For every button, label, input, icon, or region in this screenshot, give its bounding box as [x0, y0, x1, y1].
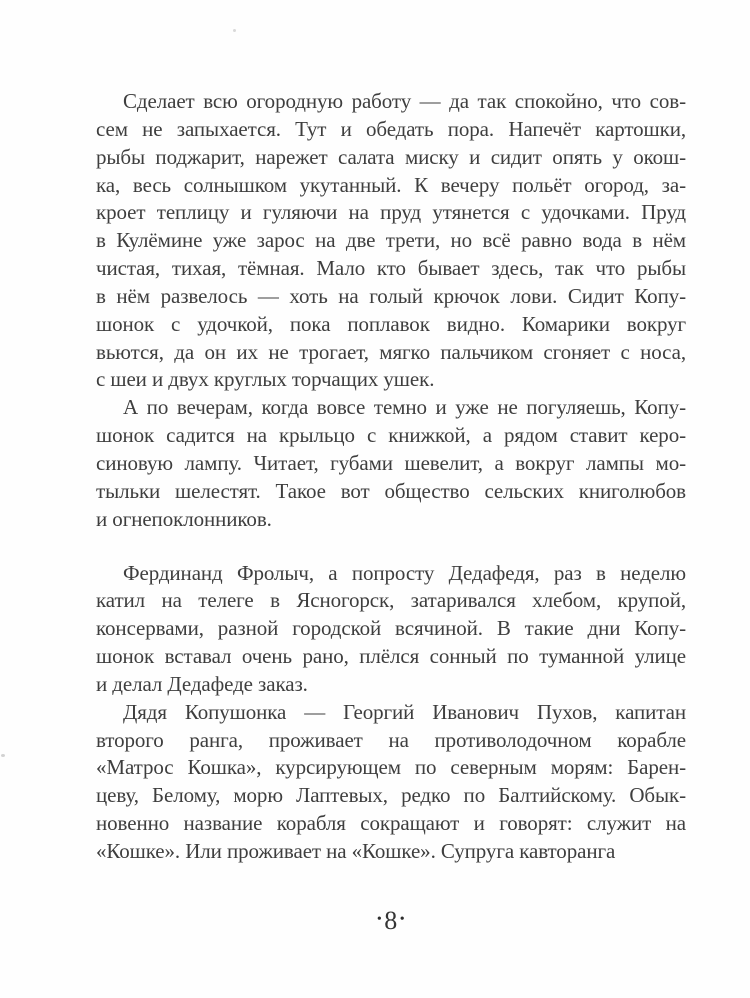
footer-dot-right: • — [399, 912, 406, 927]
text-line: с шеи и двух круглых торчащих ушек. — [96, 367, 435, 392]
text-line: тыльки шелестят. Такое вот общество сельских книголюбов — [96, 478, 686, 503]
text-line: цеву, Белому, морю Лаптевых, редко по Балтийскому. Обык- — [96, 783, 686, 808]
text-line: катил на телеге в Ясногорск, затаривался хлебом, крупой, — [96, 588, 686, 613]
text-line: «Кошке». Или проживает на «Кошке». Супруга кавторанга — [96, 838, 616, 863]
text-line: шонок с удочкой, пока поплавок видно. Комарики вокруг — [96, 311, 686, 336]
text-line: А по вечерам, когда вовсе темно и уже не погуляешь, Копу- — [123, 395, 686, 420]
scan-speck — [233, 29, 236, 32]
page-number — [375, 906, 407, 935]
text-line: сем не запыхается. Тут и обедать пора. Напечёт картошки, — [96, 116, 686, 141]
text-line: «Матрос Кошка», курсирующем по северным морям: Барен- — [96, 755, 686, 780]
text-line: рыбы поджарит, нарежет салата миску и сидит опять у окош- — [96, 144, 686, 169]
text-line: Дядя Копушонка — Георгий Иванович Пухов, капитан — [123, 699, 686, 724]
text-line: кроет теплицу и гуляючи на пруд утянется с удочками. Пруд — [96, 200, 686, 225]
text-line: второго ранга, проживает на противолодочном корабле — [96, 727, 686, 752]
text-line: Фердинанд Фролыч, а попросту Дедафедя, раз в неделю — [123, 560, 686, 585]
paragraph — [96, 88, 686, 394]
text-line: в нём развелось — хоть на голый крючок лови. Сидит Копу- — [96, 283, 686, 308]
text-line: шонок садится на крыльцо с книжкой, а рядом ставит керо- — [96, 423, 686, 448]
text-line: новенно название корабля сокращают и говорят: служит на — [96, 811, 686, 836]
paragraph — [96, 699, 686, 866]
text-line: и огнепоклонников. — [96, 506, 272, 531]
text-block — [96, 88, 686, 866]
text-line: шонок вставал очень рано, плёлся сонный по туманной улице — [96, 644, 686, 669]
text-line: и делал Дедафеде заказ. — [96, 671, 308, 696]
footer-dot-left: • — [376, 912, 383, 927]
text-line: консервами, разной городской всячиной. В такие дни Копу- — [96, 616, 686, 641]
scan-speck — [1, 754, 5, 757]
text-line: вьются, да он их не трогает, мягко пальчиком сгоняет с носа, — [96, 339, 686, 364]
text-line: в Кулёмине уже зарос на две трети, но всё равно вода в нём — [96, 228, 686, 253]
text-line: чистая, тихая, тёмная. Мало кто бывает здесь, так что рыбы — [96, 256, 686, 281]
text-line: ка, весь солнышком укутанный. К вечеру польёт огород, за- — [96, 172, 686, 197]
text-line: Сделает всю огородную работу — да так спокойно, что сов- — [123, 89, 686, 113]
page-number-value: 8 — [384, 906, 398, 935]
text-line: синовую лампу. Читает, губами шевелит, а вокруг лампы мо- — [96, 450, 686, 475]
paragraph — [96, 394, 686, 533]
page-footer — [96, 906, 686, 936]
paragraph — [96, 560, 686, 699]
